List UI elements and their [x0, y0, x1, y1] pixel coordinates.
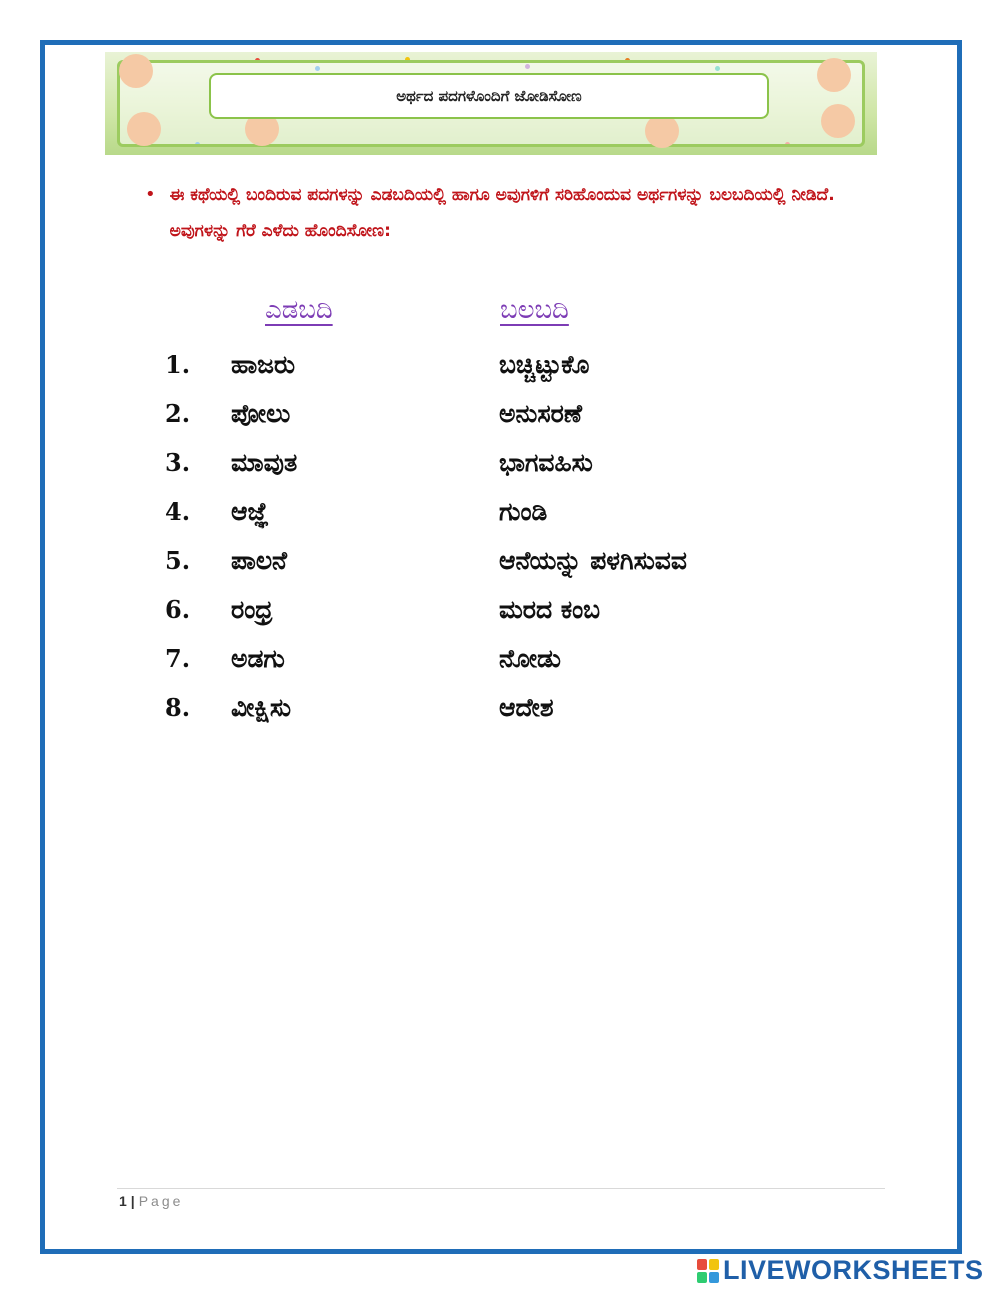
- row-number: 8.: [165, 693, 191, 722]
- matching-list: [165, 340, 865, 732]
- brand-name: LIVEWORKSHEETS: [723, 1255, 984, 1285]
- row-number: 4.: [165, 497, 191, 526]
- right-column-header: ಬಲಬದಿ: [500, 295, 569, 325]
- left-word[interactable]: ಅಡಗು: [231, 643, 285, 673]
- matching-row: [165, 634, 865, 683]
- matching-row: [165, 683, 865, 732]
- left-word[interactable]: ಪೋಲು: [231, 398, 291, 428]
- banner-title: ಅರ್ಥದ ಪದಗಳೊಂದಿಗೆ ಜೋಡಿಸೋಣ: [396, 87, 582, 105]
- instruction: [145, 177, 845, 249]
- row-number: 5.: [165, 546, 191, 575]
- worksheet-page: [40, 40, 962, 1254]
- header-banner: [105, 52, 877, 155]
- matching-row: [165, 340, 865, 389]
- left-word[interactable]: ವೀಕ್ಷಿಸು: [231, 692, 292, 722]
- right-word[interactable]: ಬಚ್ಚಿಟ್ಟುಕೊ: [499, 349, 590, 379]
- matching-row: [165, 389, 865, 438]
- right-word[interactable]: ಆದೇಶ: [499, 692, 554, 722]
- left-word[interactable]: ಆಜ್ಞೆ: [231, 496, 269, 526]
- row-number: 2.: [165, 399, 191, 428]
- child-illustration: [119, 54, 153, 88]
- left-word[interactable]: ಹಾಜರು: [231, 349, 296, 379]
- matching-row: [165, 438, 865, 487]
- footer-divider: [117, 1188, 885, 1189]
- right-word[interactable]: ಭಾಗವಹಿಸು: [499, 447, 593, 477]
- right-word[interactable]: ನೋಡು: [499, 643, 561, 673]
- page-footer: [119, 1193, 183, 1209]
- child-illustration: [645, 114, 679, 148]
- matching-row: [165, 536, 865, 585]
- matching-row: [165, 487, 865, 536]
- page-separator: |: [130, 1193, 135, 1209]
- right-word[interactable]: ಅನುಸರಣೆ: [499, 398, 583, 428]
- matching-row: [165, 585, 865, 634]
- right-word[interactable]: ಗುಂಡಿ: [499, 496, 548, 526]
- child-illustration: [821, 104, 855, 138]
- page-label: Page: [138, 1193, 184, 1209]
- right-word[interactable]: ಮರದ ಕಂಬ: [499, 594, 601, 624]
- left-word[interactable]: ಪಾಲನೆ: [231, 545, 287, 575]
- row-number: 6.: [165, 595, 191, 624]
- right-word[interactable]: ಆನೆಯನ್ನು ಪಳಗಿಸುವವ: [499, 545, 687, 575]
- child-illustration: [127, 112, 161, 146]
- row-number: 1.: [165, 350, 191, 379]
- liveworksheets-logo-icon: [697, 1259, 719, 1283]
- banner-title-box: [209, 73, 769, 119]
- page-number: 1: [119, 1193, 127, 1209]
- instruction-text: ಈ ಕಥೆಯಲ್ಲಿ ಬಂದಿರುವ ಪದಗಳನ್ನು ಎಡಬದಿಯಲ್ಲಿ ಹಾಗೂ ಅವುಗಳಿಗೆ ಸರಿಹೊಂದುವ ಅರ್ಥಗಳನ್ನು ಬಲಬದಿಯಲ್ಲಿ ನೀಡಿದೆ. ಅವುಗಳನ್ನು ಗೆರೆ ಎಳೆದು ಹೊಂದಿಸೋಣ:: [169, 185, 835, 241]
- left-word[interactable]: ರಂಧ್ರ: [231, 594, 273, 624]
- left-column-header: ಎಡಬದಿ: [265, 295, 333, 325]
- liveworksheets-brand: [697, 1255, 984, 1286]
- row-number: 7.: [165, 644, 191, 673]
- child-illustration: [817, 58, 851, 92]
- row-number: 3.: [165, 448, 191, 477]
- bullet-icon: •: [145, 184, 156, 205]
- left-word[interactable]: ಮಾವುತ: [231, 447, 298, 477]
